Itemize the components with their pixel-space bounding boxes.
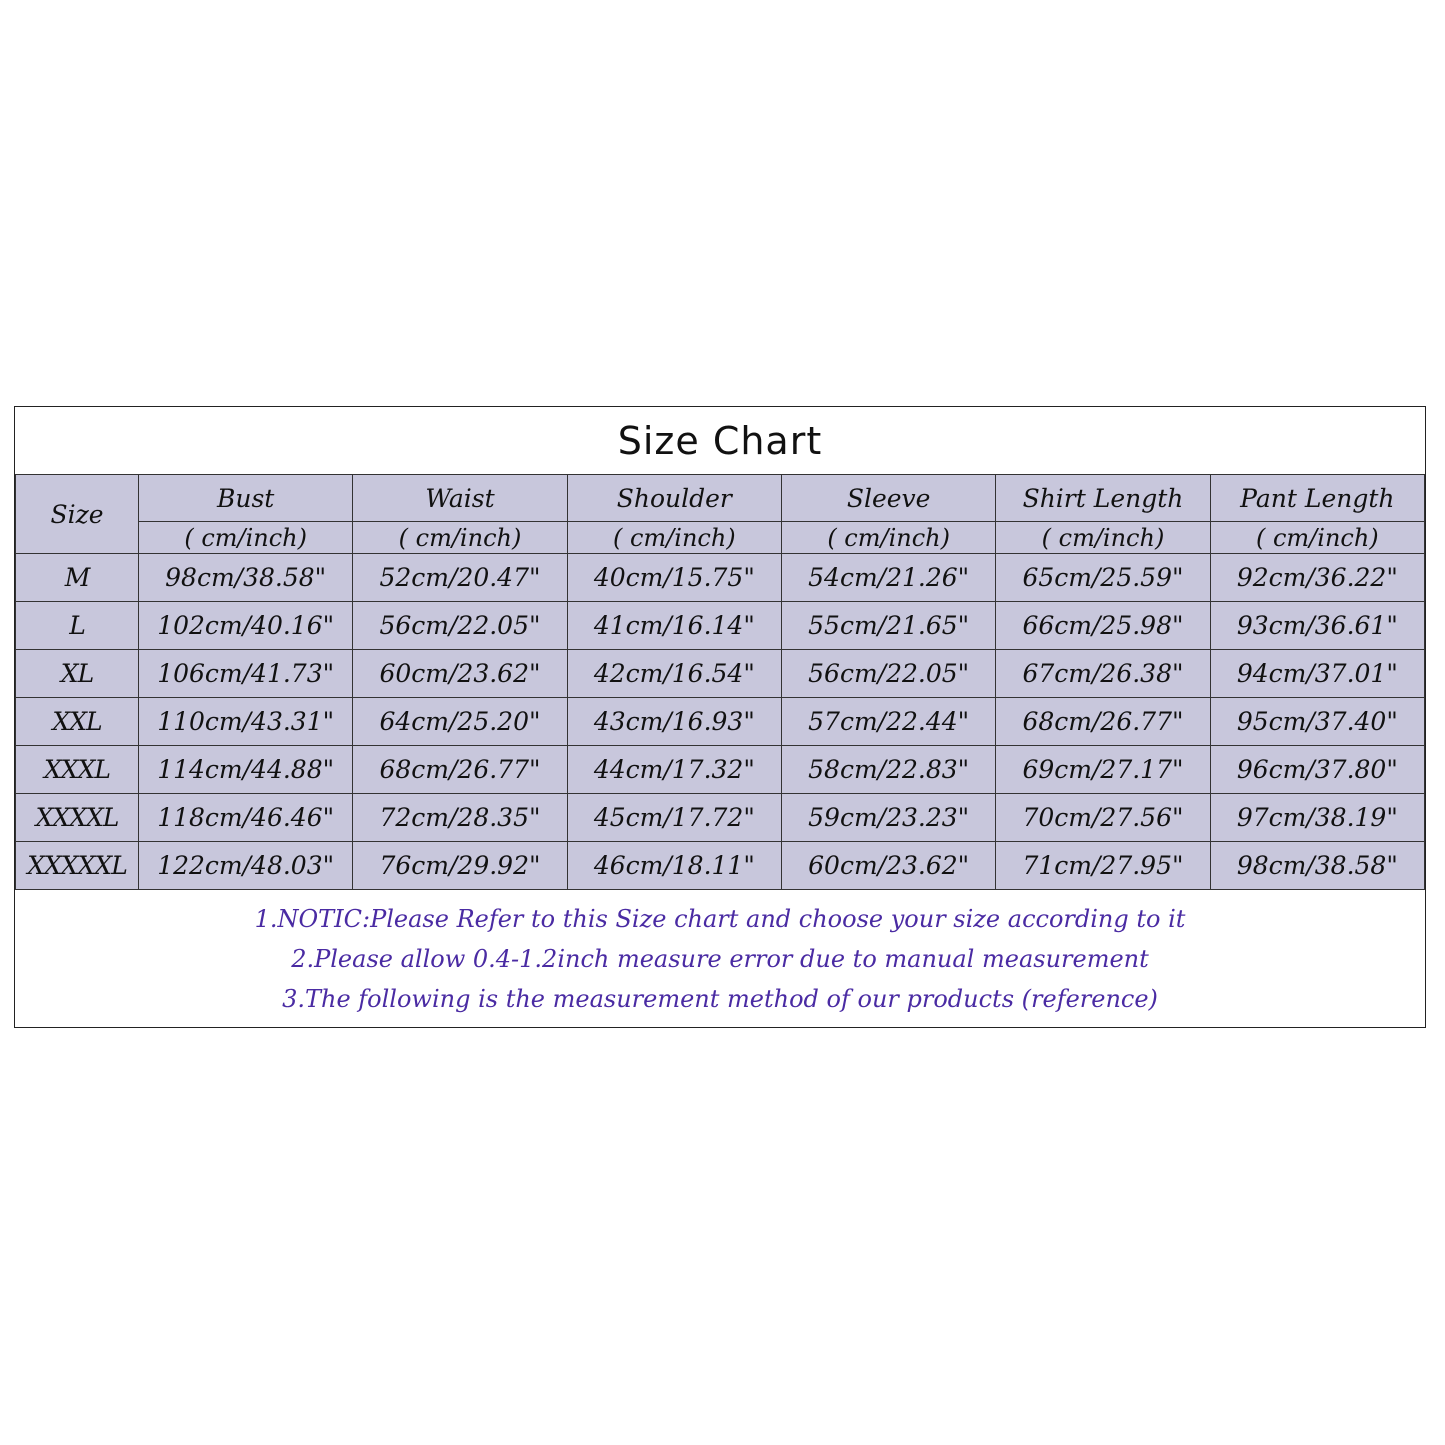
size-cell: XXL	[16, 698, 139, 746]
measurement-cell: 43cm/16.93"	[567, 698, 781, 746]
measurement-cell: 55cm/21.65"	[781, 602, 995, 650]
measurement-cell: 110cm/43.31"	[139, 698, 353, 746]
measurement-cell: 56cm/22.05"	[353, 602, 567, 650]
column-header-waist: Waist	[353, 475, 567, 522]
notes-section	[15, 891, 1425, 1027]
measurement-cell: 71cm/27.95"	[996, 842, 1210, 890]
size-table	[15, 474, 1425, 890]
unit-label: ( cm/inch)	[139, 522, 353, 554]
column-header-sleeve: Sleeve	[781, 475, 995, 522]
measurement-cell: 44cm/17.32"	[567, 746, 781, 794]
measurement-cell: 98cm/38.58"	[1210, 842, 1424, 890]
measurement-cell: 72cm/28.35"	[353, 794, 567, 842]
measurement-cell: 114cm/44.88"	[139, 746, 353, 794]
size-cell: XXXXXL	[16, 842, 139, 890]
size-cell: L	[16, 602, 139, 650]
note-line: 3.The following is the measurement method of our products (reference)	[282, 985, 1158, 1013]
measurement-cell: 56cm/22.05"	[781, 650, 995, 698]
measurement-cell: 57cm/22.44"	[781, 698, 995, 746]
unit-label: ( cm/inch)	[1210, 522, 1424, 554]
measurement-cell: 96cm/37.80"	[1210, 746, 1424, 794]
measurement-cell: 70cm/27.56"	[996, 794, 1210, 842]
size-cell: XXXL	[16, 746, 139, 794]
measurement-cell: 60cm/23.62"	[781, 842, 995, 890]
measurement-cell: 58cm/22.83"	[781, 746, 995, 794]
measurement-cell: 69cm/27.17"	[996, 746, 1210, 794]
table-row	[16, 794, 1425, 842]
unit-row	[16, 522, 1425, 554]
measurement-cell: 97cm/38.19"	[1210, 794, 1424, 842]
measurement-cell: 67cm/26.38"	[996, 650, 1210, 698]
table-row	[16, 602, 1425, 650]
column-header-pant-length: Pant Length	[1210, 475, 1424, 522]
measurement-cell: 40cm/15.75"	[567, 554, 781, 602]
table-row	[16, 650, 1425, 698]
measurement-cell: 68cm/26.77"	[996, 698, 1210, 746]
size-cell: M	[16, 554, 139, 602]
note-line: 1.NOTIC:Please Refer to this Size chart and choose your size according to it	[254, 905, 1186, 933]
measurement-cell: 54cm/21.26"	[781, 554, 995, 602]
size-chart	[14, 406, 1426, 1028]
size-cell: XXXXL	[16, 794, 139, 842]
measurement-cell: 92cm/36.22"	[1210, 554, 1424, 602]
measurement-cell: 45cm/17.72"	[567, 794, 781, 842]
table-row	[16, 698, 1425, 746]
measurement-cell: 68cm/26.77"	[353, 746, 567, 794]
measurement-cell: 42cm/16.54"	[567, 650, 781, 698]
size-cell: XL	[16, 650, 139, 698]
unit-label: ( cm/inch)	[781, 522, 995, 554]
measurement-cell: 46cm/18.11"	[567, 842, 781, 890]
column-header-shirt-length: Shirt Length	[996, 475, 1210, 522]
table-row	[16, 554, 1425, 602]
measurement-cell: 59cm/23.23"	[781, 794, 995, 842]
measurement-cell: 41cm/16.14"	[567, 602, 781, 650]
measurement-cell: 64cm/25.20"	[353, 698, 567, 746]
measurement-cell: 65cm/25.59"	[996, 554, 1210, 602]
measurement-cell: 52cm/20.47"	[353, 554, 567, 602]
measurement-cell: 102cm/40.16"	[139, 602, 353, 650]
header-row	[16, 475, 1425, 522]
measurement-cell: 93cm/36.61"	[1210, 602, 1424, 650]
measurement-cell: 122cm/48.03"	[139, 842, 353, 890]
measurement-cell: 66cm/25.98"	[996, 602, 1210, 650]
unit-label: ( cm/inch)	[567, 522, 781, 554]
column-header-shoulder: Shoulder	[567, 475, 781, 522]
measurement-cell: 76cm/29.92"	[353, 842, 567, 890]
measurement-cell: 118cm/46.46"	[139, 794, 353, 842]
measurement-cell: 98cm/38.58"	[139, 554, 353, 602]
measurement-cell: 60cm/23.62"	[353, 650, 567, 698]
table-row	[16, 842, 1425, 890]
measurement-cell: 95cm/37.40"	[1210, 698, 1424, 746]
note-line: 2.Please allow 0.4-1.2inch measure error due to manual measurement	[291, 945, 1149, 973]
column-header-bust: Bust	[139, 475, 353, 522]
unit-label: ( cm/inch)	[353, 522, 567, 554]
measurement-cell: 106cm/41.73"	[139, 650, 353, 698]
measurement-cell: 94cm/37.01"	[1210, 650, 1424, 698]
chart-title: Size Chart	[617, 419, 823, 463]
unit-label: ( cm/inch)	[996, 522, 1210, 554]
size-column-header: Size	[16, 475, 139, 554]
table-row	[16, 746, 1425, 794]
